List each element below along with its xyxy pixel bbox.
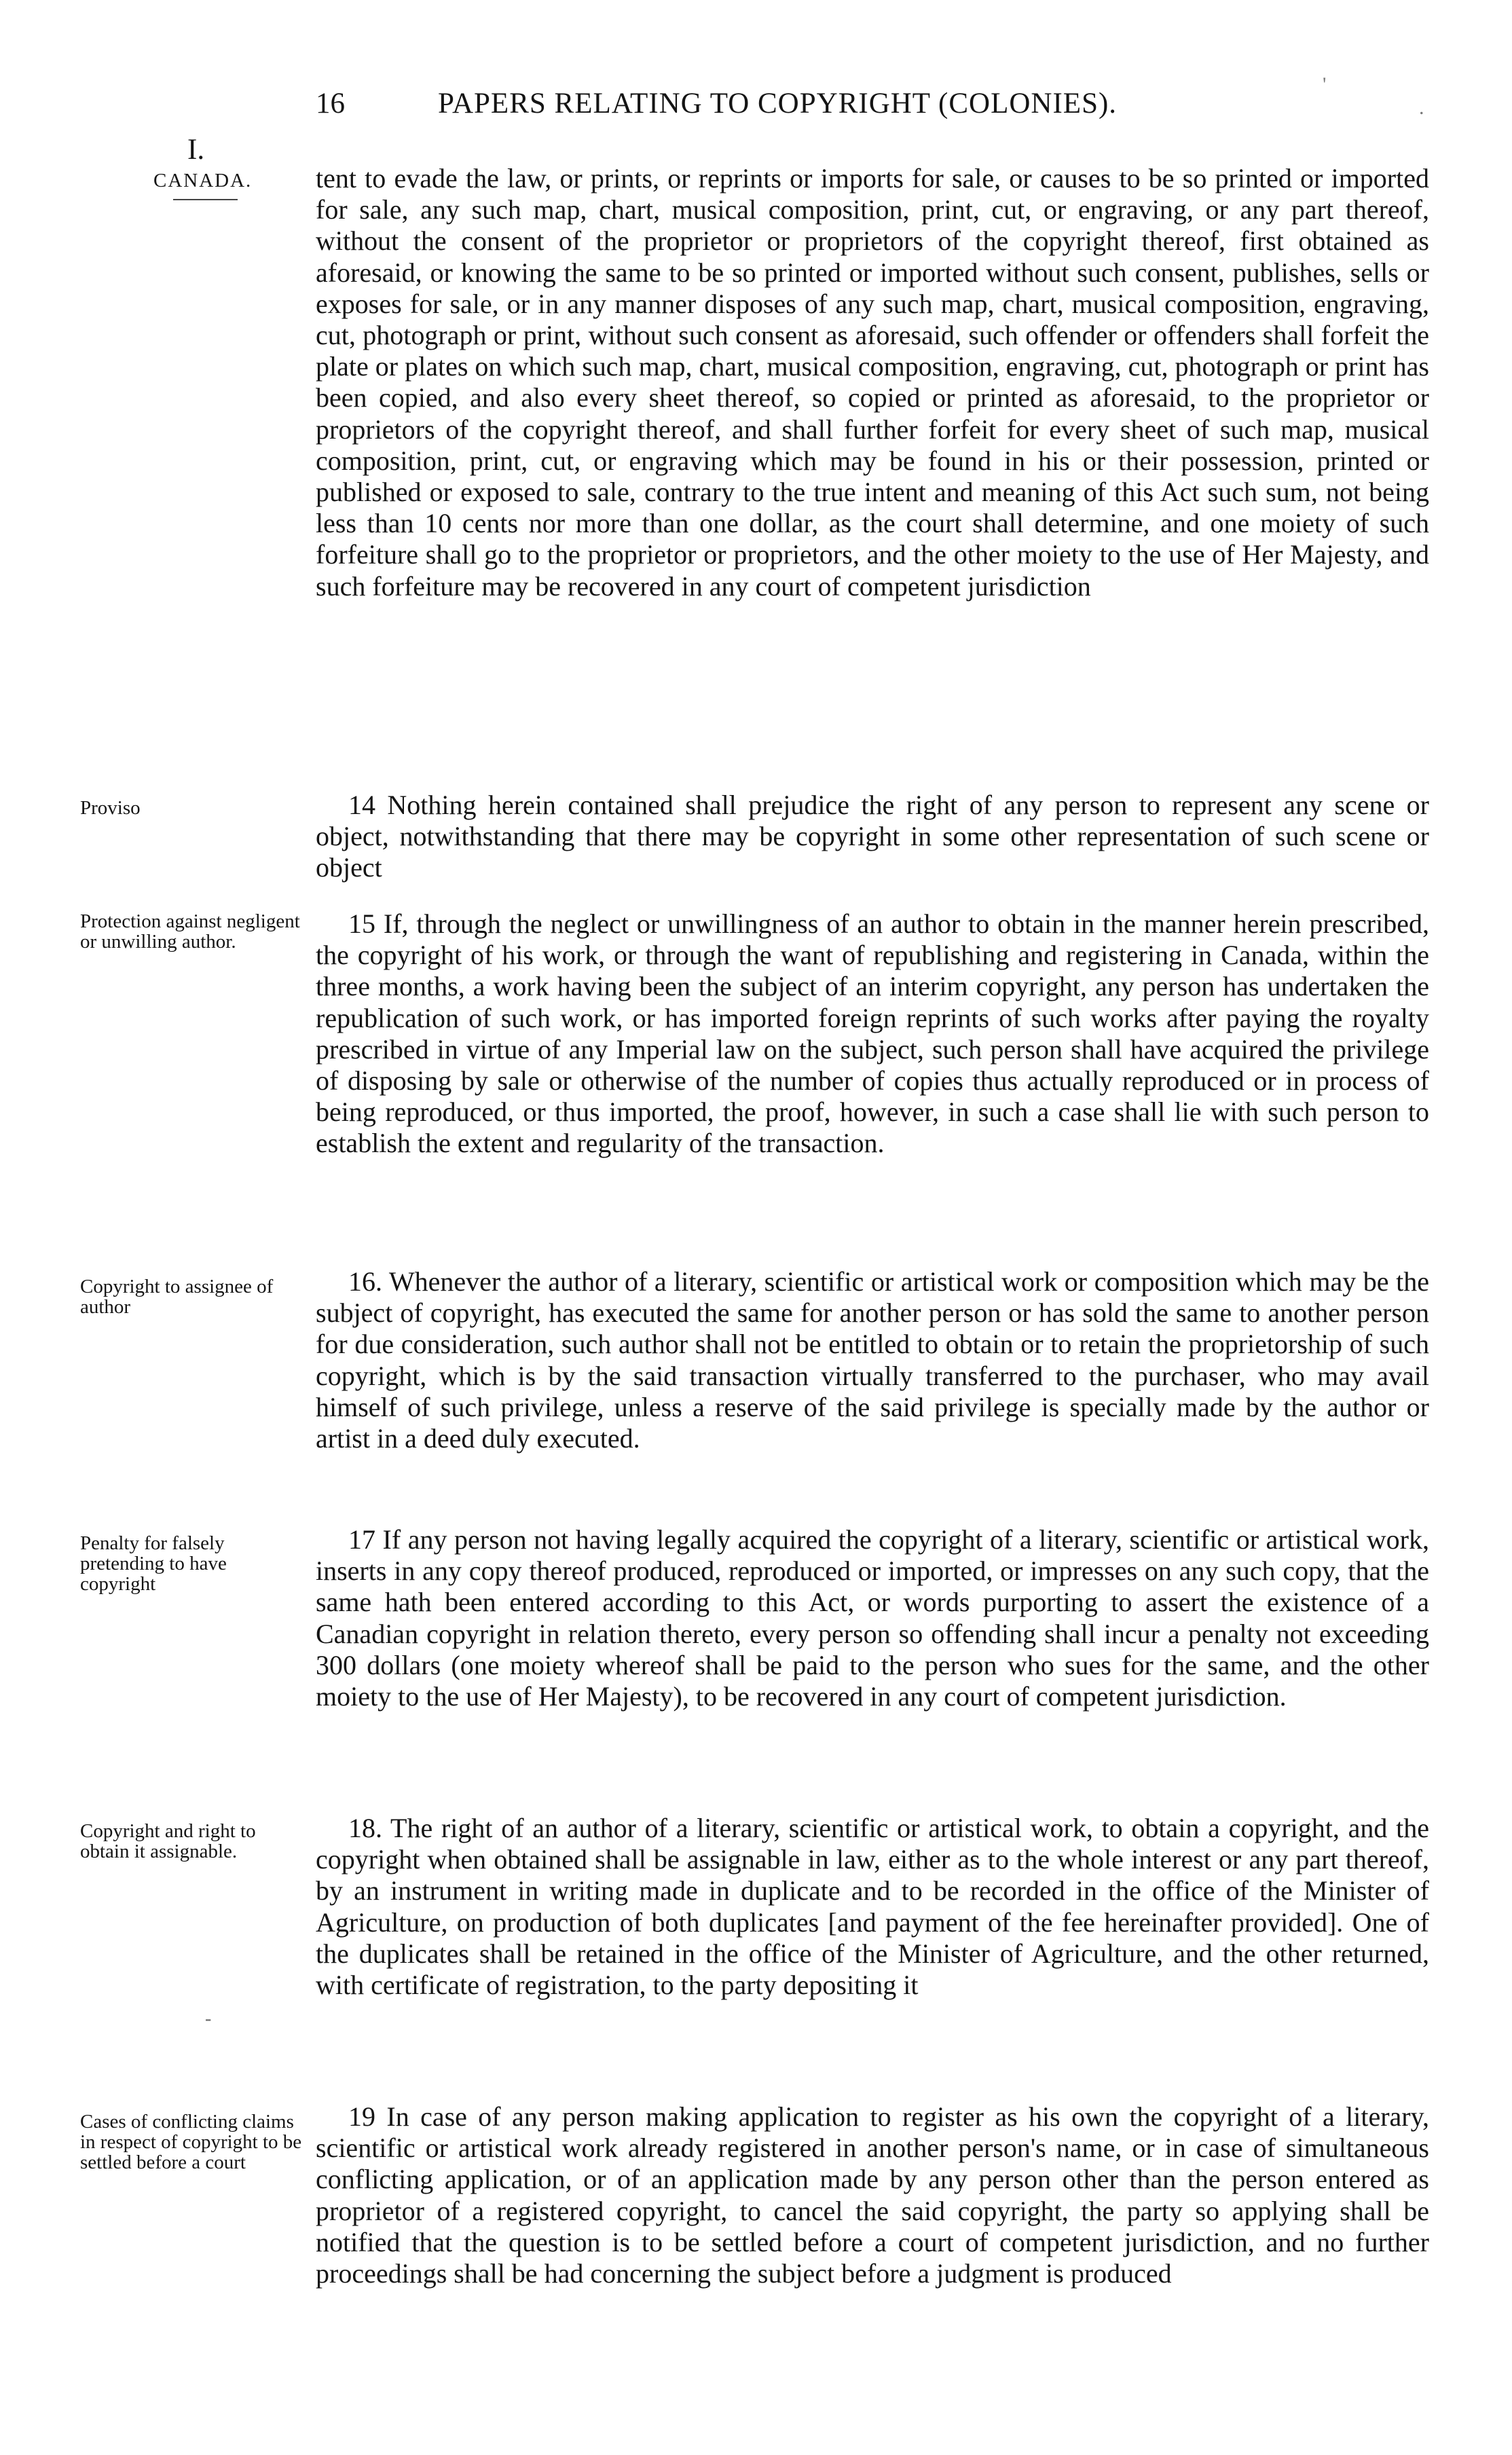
header-mark-top: ' [1323, 73, 1327, 96]
side-note-conflicting: Cases of conflicting claims in respect of copyright to be settled before a court [80, 2111, 302, 2173]
paragraph-16 [316, 1266, 1429, 1454]
paragraph-17 [316, 1524, 1429, 1712]
paragraph-18 [316, 1813, 1429, 2001]
side-note-penalty: Penalty for falsely pretending to have copyright [80, 1532, 227, 1595]
header-mark-right: . [1419, 96, 1424, 119]
paragraph-19 [316, 2101, 1429, 2289]
section-number: I. [187, 134, 205, 166]
side-note-proviso: Proviso [80, 797, 141, 819]
side-note-protection: Protection against negligent or unwilling author. [80, 910, 300, 953]
paragraph-15 [316, 908, 1429, 1160]
side-note-assignable: Copyright and right to obtain it assignable. [80, 1820, 256, 1862]
paragraph-text: 17 If any person not having legally acquired the copyright of a literary, scientific or artistical work, inserts in any copy thereof produced, reproduced or imported, or impresses on any such copy, that the same hath been entered according to this Act, or words purporting to assert the existence of a Canadian copyright in relation thereto, every person so offending shall incur a penalty not exceeding 300 dollars (one moiety whereof shall be paid to the person who sues for the same, and the other moiety to the use of Her Majesty), to be recovered in any court of competent jurisdiction. [316, 1524, 1429, 1712]
paragraph-text: 14 Nothing herein contained shall prejudice the right of any person to represent any scene or object, notwithstanding that there may be copyright in some other representation of such scene or object [316, 790, 1429, 883]
page-number: 16 [316, 88, 345, 119]
running-head: PAPERS RELATING TO COPYRIGHT (COLONIES). [438, 88, 1118, 119]
section-name: CANADA. [153, 170, 253, 191]
paragraph-text: 19 In case of any person making application to register as his own the copyright of a literary, scientific or artistical work already registered in another person's name, or in case of simultaneous conflicting application, or of an application made by any person other than the person entered as proprietor of a registered copyright, to cancel the said copyright, the party so applying shall be notified that the question is to be settled before a court of competent jurisdiction, and no further proceedings shall be had concerning the subject before a judgment is produced [316, 2101, 1429, 2289]
paragraph-14 [316, 790, 1429, 884]
stray-mark: - [205, 2008, 212, 2029]
paragraph-13-continued [316, 163, 1429, 602]
paragraph-text: 18. The right of an author of a literary, scientific or artistical work, to obtain a copyright, and the copyright when obtained shall be assignable in law, either as to the whole interest or any part thereof, by an instrument in writing made in duplicate and to be recorded in the office of the Minister of Agriculture, on production of both duplicates [and payment of the fee hereinafter provided]. One of the duplicates shall be retained in the office of the Minister of Agriculture, and the other returned, with certificate of registration, to the party depositing it [316, 1813, 1429, 2001]
section-rule [173, 199, 238, 200]
paragraph-text: tent to evade the law, or prints, or reprints or imports for sale, or causes to be so printed or imported for sale, any such map, chart, musical composition, print, cut, or engraving, or any part thereof, without the consent of the proprietor or proprietors of the copyright thereof, first obtained as aforesaid, or knowing the same to be so printed or imported without such consent, publishes, sells or exposes for sale, or in any manner disposes of any such map, chart, musical composition, engraving, cut, photograph or print, without such consent as aforesaid, such offender or offenders shall forfeit the plate or plates on which such map, chart, musical composition, engraving, cut, photograph or print has been copied, and also every sheet thereof, so copied or printed as aforesaid, to the proprietor or proprietors of the copyright thereof, and shall further forfeit for every sheet of such map, musical composition, print, cut, or engraving which may be found in his or their possession, printed or published or exposed to sale, contrary to the true intent and meaning of this Act such sum, not being less than 10 cents nor more than one dollar, as the court shall determine, and one moiety of such forfeiture shall go to the proprietor or proprietors, and the other moiety to the use of Her Majesty, and such forfeiture may be recovered in any court of competent jurisdiction [316, 163, 1429, 602]
paragraph-text: 16. Whenever the author of a literary, scientific or artistical work or composition which may be the subject of copyright, has executed the same for another person or has sold the same to another person for due consideration, such author shall not be entitled to obtain or to retain the proprietorship of such copyright, which is by the said transaction virtually transferred to the purchaser, who may avail himself of such privilege, unless a reserve of the said privilege is specially made by the author or artist in a deed duly executed. [316, 1266, 1429, 1454]
paragraph-text: 15 If, through the neglect or unwillingness of an author to obtain in the manner herein prescribed, the copyright of his work, or through the want of republishing and registering in Canada, within the three months, a work having been the subject of an interim copyright, any person has undertaken the republication of such work, or has imported foreign reprints of such works after paying the royalty prescribed in virtue of any Imperial law on the subject, such person shall have acquired the privilege of disposing by sale or otherwise of the number of copies thus actually reproduced or in process of being reproduced, or thus imported, the proof, however, in such a case shall lie with such person to establish the extent and regularity of the transaction. [316, 908, 1429, 1159]
side-note-assignee: Copyright to assignee of author [80, 1276, 274, 1318]
